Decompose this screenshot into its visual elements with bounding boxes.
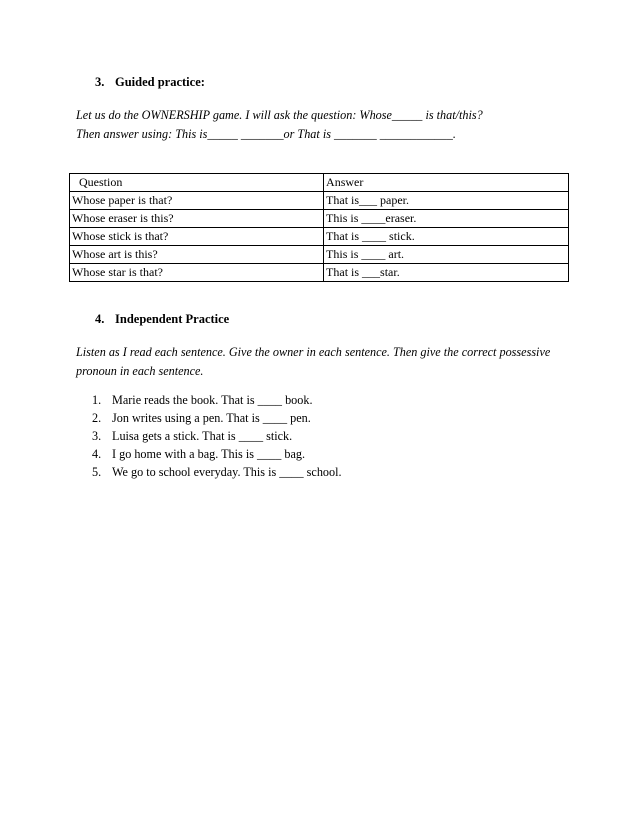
list-item-text: Marie reads the book. That is ____ book.: [112, 393, 313, 407]
independent-instruction-line-1: Listen as I read each sentence. Give the owner in each sentence. Then give the correct possessive: [76, 345, 551, 359]
practice-sentence-list: [76, 391, 342, 481]
table-header-row: [70, 174, 569, 192]
question-column-header: Question: [70, 174, 324, 192]
guided-practice-title: Guided practice:: [115, 75, 205, 89]
question-cell: Whose eraser is this?: [70, 210, 324, 228]
question-cell: Whose star is that?: [70, 264, 324, 282]
answer-cell: That is ____ stick.: [324, 228, 569, 246]
answer-cell: This is ____ art.: [324, 246, 569, 264]
list-item-text: We go to school everyday. This is ____ school.: [112, 465, 342, 479]
answer-column-header: Answer: [324, 174, 569, 192]
table-row: [70, 246, 569, 264]
list-item-number: 3.: [92, 429, 102, 443]
question-answer-table: [69, 173, 569, 282]
answer-cell: That is ___star.: [324, 264, 569, 282]
list-item: [76, 391, 342, 409]
question-cell: Whose stick is that?: [70, 228, 324, 246]
list-item-number: 2.: [92, 411, 102, 425]
table-row: [70, 192, 569, 210]
list-item: [76, 427, 342, 445]
guided-instruction-line-1: Let us do the OWNERSHIP game. I will ask the question: Whose_____ is that/this?: [76, 108, 483, 122]
guided-practice-heading: [95, 75, 205, 90]
answer-cell: This is ____eraser.: [324, 210, 569, 228]
independent-practice-heading: [95, 312, 229, 327]
guided-instruction-line-2: Then answer using: This is_____ _______or That is _______ ____________.: [76, 127, 456, 141]
list-item-text: Jon writes using a pen. That is ____ pen.: [112, 411, 311, 425]
independent-instruction-line-2: pronoun in each sentence.: [76, 364, 204, 378]
list-item-number: 4.: [92, 447, 102, 461]
table-row: [70, 228, 569, 246]
table-row: [70, 210, 569, 228]
question-cell: Whose art is this?: [70, 246, 324, 264]
table-row: [70, 264, 569, 282]
independent-practice-title: Independent Practice: [115, 312, 230, 326]
list-item-text: Luisa gets a stick. That is ____ stick.: [112, 429, 293, 443]
guided-practice-number: 3.: [95, 75, 105, 89]
list-item-number: 1.: [92, 393, 102, 407]
question-cell: Whose paper is that?: [70, 192, 324, 210]
list-item: [76, 445, 342, 463]
list-item-text: I go home with a bag. This is ____ bag.: [112, 447, 306, 461]
list-item: [76, 409, 342, 427]
guided-practice-instructions: [76, 106, 576, 144]
independent-practice-instructions: [76, 343, 576, 381]
answer-cell: That is___ paper.: [324, 192, 569, 210]
list-item-number: 5.: [92, 465, 102, 479]
list-item: [76, 463, 342, 481]
independent-practice-number: 4.: [95, 312, 105, 326]
